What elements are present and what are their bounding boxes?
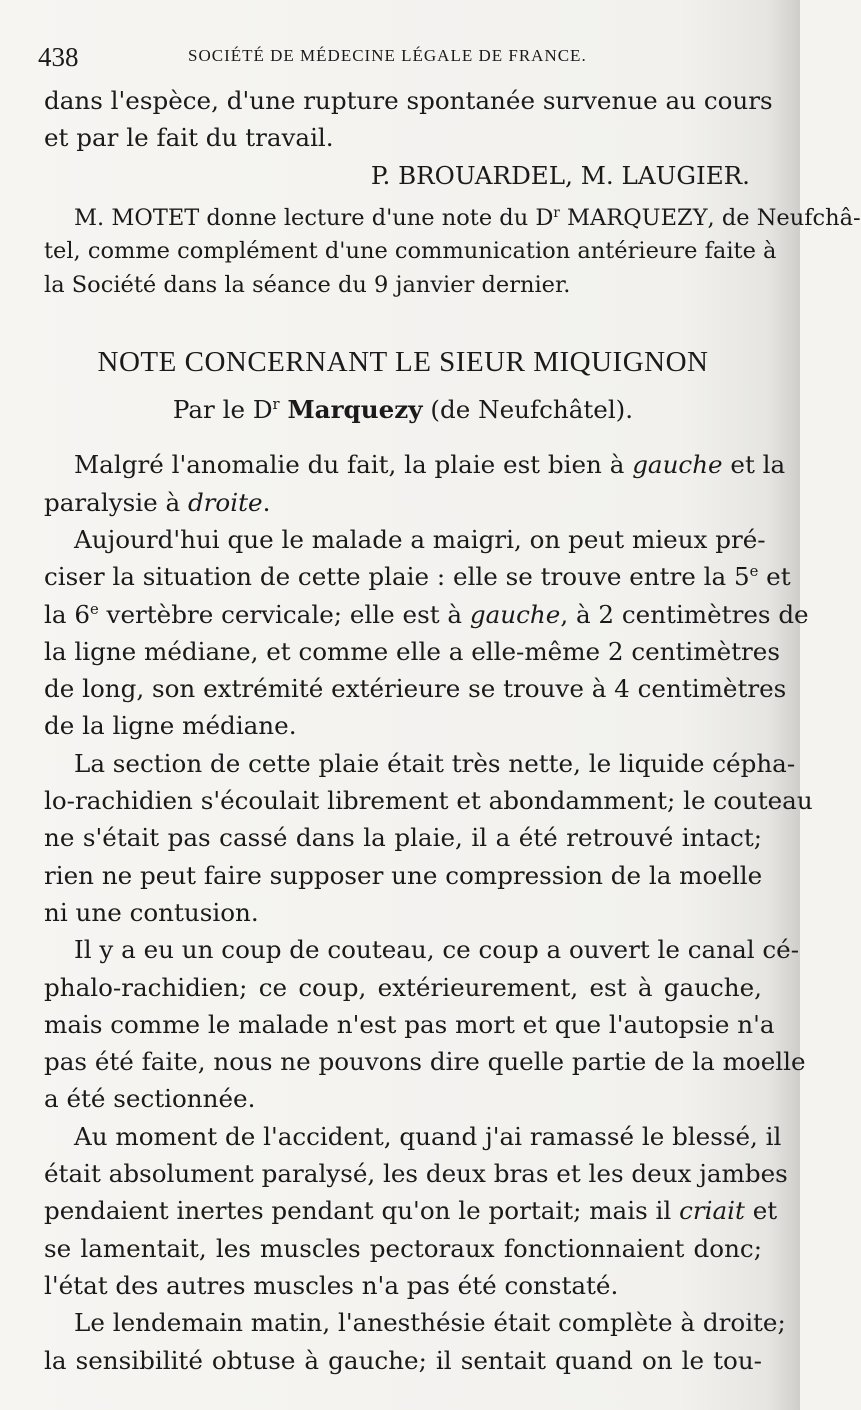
text-line: Le lendemain matin, l'anesthésie était complète à droite;: [74, 1308, 786, 1338]
text-line: mais comme le malade n'est pas mort et que l'autopsie n'a: [44, 1009, 775, 1039]
text-line: Aujourd'hui que le malade a maigri, on peut mieux pré-: [74, 524, 766, 554]
paragraph: [44, 446, 786, 521]
paragraph: [44, 1304, 786, 1379]
person-name: MOTET: [111, 204, 200, 231]
running-head: SOCIÉTÉ DE MÉDECINE LÉGALE DE FRANCE.: [188, 46, 587, 65]
page-header: [38, 42, 738, 72]
text-line: se lamentait, les muscles pectoraux fonctionnaient donc;: [44, 1233, 762, 1263]
signature: P. BROUARDEL, M. LAUGIER.: [370, 160, 750, 190]
text-line: a été sectionnée.: [44, 1084, 256, 1114]
text-line: de long, son extrémité extérieure se trouve à 4 centimètres: [44, 674, 787, 704]
announcement: [44, 202, 861, 303]
paragraph: [44, 1118, 788, 1304]
text-line: rien ne peut faire supposer une compression de la moelle: [44, 860, 763, 890]
text-line: ciser la situation de cette plaie : elle se trouve entre la 5e et: [44, 562, 791, 592]
text-line: la Société dans la séance du 9 janvier dernier.: [44, 271, 571, 298]
article-byline: Par le $D^r$ Marquezy (de Neufchâtel).: [172, 395, 634, 425]
article-title: NOTE CONCERNANT LE SIEUR MIQUIGNON: [97, 346, 709, 379]
author-name: Marquezy: [287, 395, 423, 425]
text-line: ne s'était pas cassé dans la plaie, il a été retrouvé intact;: [44, 823, 762, 853]
person-name: MARQUEZY: [559, 204, 708, 231]
text-line: Au moment de l'accident, quand j'ai ramassé le blessé, il: [74, 1121, 782, 1151]
text-line: l'état des autres muscles n'a pas été constaté.: [44, 1270, 619, 1300]
text-line: et par le fait du travail.: [44, 123, 334, 153]
page-number: 438: [38, 42, 79, 72]
text-line: tel, comme complément d'une communication antérieure faite à: [44, 238, 777, 265]
text-line: était absolument paralysé, les deux bras et les deux jambes: [44, 1159, 788, 1189]
text-line: phalo-rachidien; ce coup, extérieurement, est à gauche,: [44, 972, 762, 1002]
text-line: la ligne médiane, et comme elle a elle-même 2 centimètres: [44, 636, 780, 666]
text-line: dans l'espèce, d'une rupture spontanée survenue au cours: [44, 86, 773, 115]
paragraph: [44, 931, 806, 1117]
text-line: lo-rachidien s'écoulait librement et abondamment; le couteau: [44, 786, 813, 816]
article-text: [44, 446, 813, 1378]
text-line: M. MOTET donne lecture d'une note du $D^r$ MARQUEZY, de Neufchâ-: [74, 204, 861, 231]
text-line: Il y a eu un coup de couteau, ce coup a ouvert le canal cé-: [74, 935, 800, 965]
text-line: la sensibilité obtuse à gauche; il sentait quand on le tou-: [44, 1345, 762, 1375]
paragraph: [44, 745, 813, 931]
text-line: paralysie à droite.: [44, 487, 271, 517]
text-line: pas été faite, nous ne pouvons dire quelle partie de la moelle: [44, 1047, 806, 1077]
text-line: ni une contusion.: [44, 897, 259, 927]
text-line: la 6e vertèbre cervicale; elle est à gauche, à 2 centimètres de: [44, 599, 809, 629]
text-line: pendaient inertes pendant qu'on le portait; mais il criait et: [44, 1196, 778, 1226]
paragraph: [44, 521, 809, 745]
text-line: Malgré l'anomalie du fait, la plaie est bien à gauche et la: [74, 450, 786, 480]
page-body: [44, 82, 861, 1379]
text-line: La section de cette plaie était très nette, le liquide cépha-: [74, 748, 796, 778]
text-line: de la ligne médiane.: [44, 711, 297, 741]
